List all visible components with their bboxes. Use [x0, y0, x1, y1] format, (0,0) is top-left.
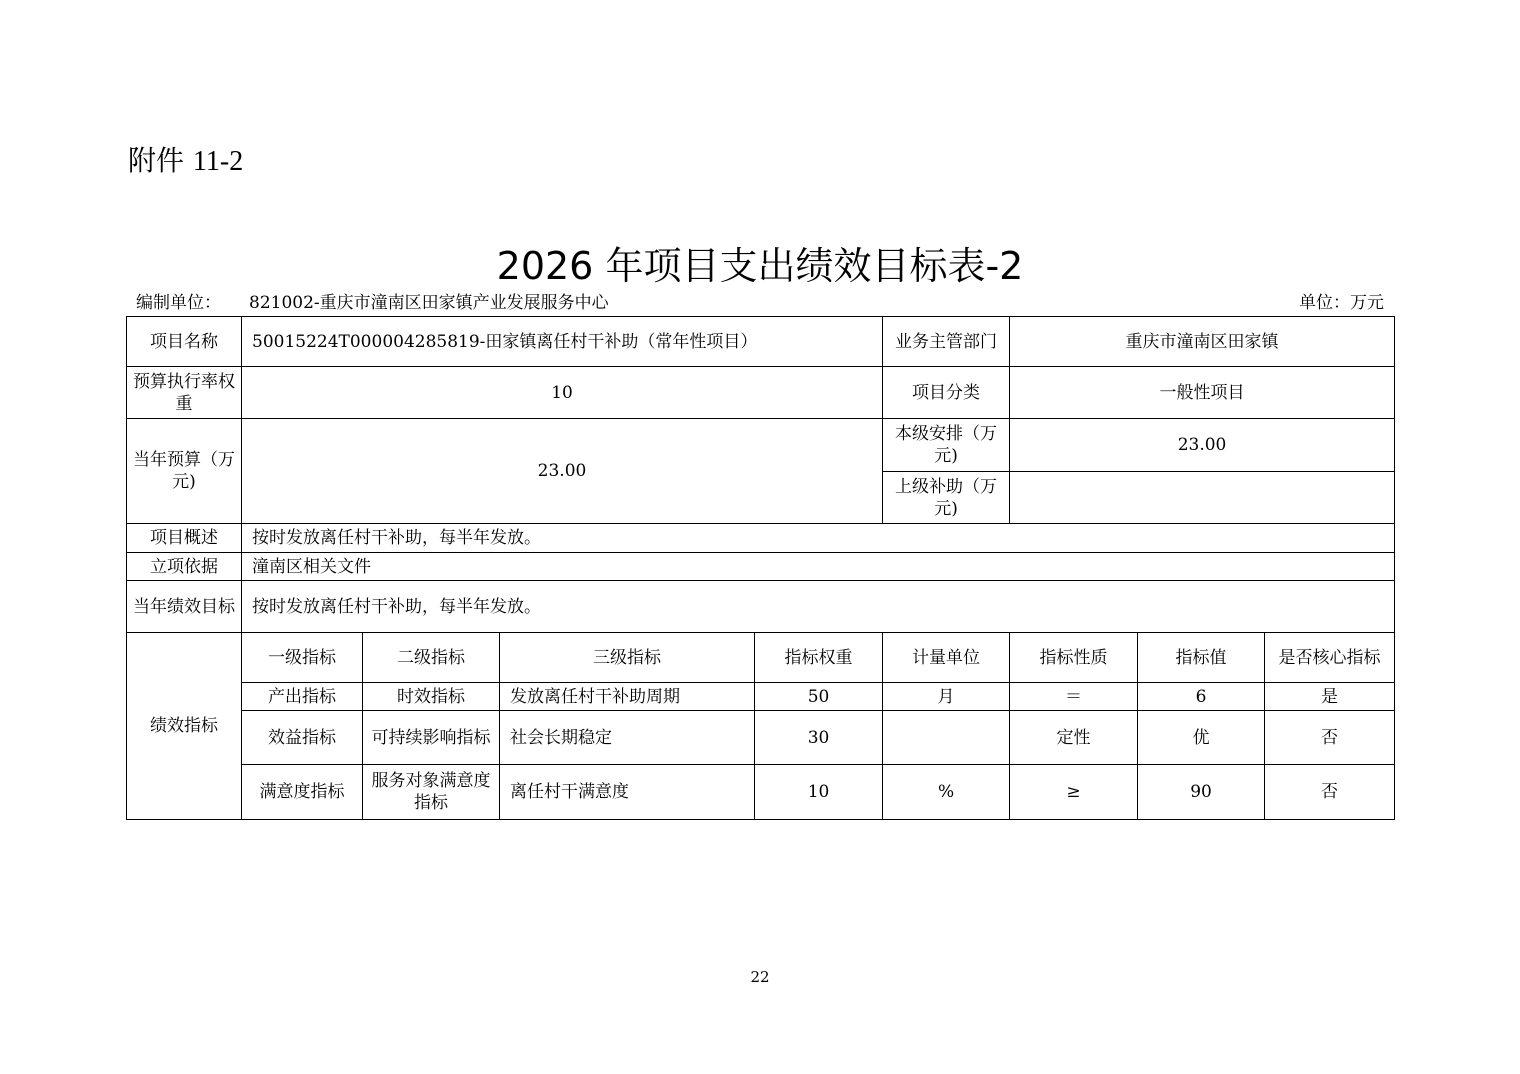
goal-row	[127, 581, 1395, 633]
category-value: 一般性项目	[1010, 367, 1395, 419]
project-name-label: 项目名称	[127, 317, 242, 367]
indicator-unit	[883, 711, 1010, 765]
indicator-level3: 发放离任村干补助周期	[500, 683, 755, 711]
indicator-row	[127, 765, 1395, 820]
upper-subsidy-value	[1010, 472, 1395, 524]
indicator-level1: 满意度指标	[242, 765, 363, 820]
indicator-nature: ＝	[1010, 683, 1138, 711]
overview-row	[127, 524, 1395, 553]
indicator-unit: 月	[883, 683, 1010, 711]
indicator-level2: 服务对象满意度指标	[363, 765, 500, 820]
budget-label: 当年预算（万元)	[127, 419, 242, 524]
indicator-value: 6	[1138, 683, 1265, 711]
overview-value: 按时发放离任村干补助，每半年发放。	[242, 524, 1395, 553]
indicator-header-unit: 计量单位	[883, 633, 1010, 683]
performance-table	[126, 316, 1395, 820]
project-name-value: 50015224T000004285819-田家镇离任村干补助（常年性项目）	[242, 317, 883, 367]
attachment-label	[128, 143, 243, 180]
currency-unit: 单位：万元	[1299, 293, 1384, 313]
indicator-weight: 30	[755, 711, 883, 765]
indicator-header-level3: 三级指标	[500, 633, 755, 683]
indicator-value: 90	[1138, 765, 1265, 820]
indicator-row	[127, 683, 1395, 711]
indicator-header-value: 指标值	[1138, 633, 1265, 683]
indicator-level2: 时效指标	[363, 683, 500, 711]
indicator-nature: ≥	[1010, 765, 1138, 820]
indicator-core: 否	[1265, 765, 1395, 820]
indicator-weight: 10	[755, 765, 883, 820]
basis-label: 立项依据	[127, 553, 242, 581]
weight-label: 预算执行率权重	[127, 367, 242, 419]
page-number: 22	[750, 968, 770, 986]
dept-label: 业务主管部门	[883, 317, 1010, 367]
indicator-header-nature: 指标性质	[1010, 633, 1138, 683]
indicator-level1: 产出指标	[242, 683, 363, 711]
indicator-value: 优	[1138, 711, 1265, 765]
dept-value: 重庆市潼南区田家镇	[1010, 317, 1395, 367]
indicator-weight: 50	[755, 683, 883, 711]
indicator-nature: 定性	[1010, 711, 1138, 765]
indicator-core: 否	[1265, 711, 1395, 765]
overview-label: 项目概述	[127, 524, 242, 553]
budget-value: 23.00	[242, 419, 883, 524]
indicator-core: 是	[1265, 683, 1395, 711]
budget-row-local	[127, 419, 1395, 472]
indicator-level2: 可持续影响指标	[363, 711, 500, 765]
attachment-label-text: 附件	[128, 144, 185, 177]
indicators-section-label: 绩效指标	[127, 633, 242, 820]
indicator-header-core: 是否核心指标	[1265, 633, 1395, 683]
indicator-level1: 效益指标	[242, 711, 363, 765]
project-name-row	[127, 317, 1395, 367]
compiling-unit	[136, 292, 609, 314]
indicator-header-level1: 一级指标	[242, 633, 363, 683]
indicator-level3: 离任村干满意度	[500, 765, 755, 820]
local-budget-value: 23.00	[1010, 419, 1395, 472]
indicator-row	[127, 711, 1395, 765]
page-title: 2026 年项目支出绩效目标表-2	[496, 244, 1024, 288]
indicator-level3: 社会长期稳定	[500, 711, 755, 765]
category-label: 项目分类	[883, 367, 1010, 419]
upper-subsidy-label: 上级补助（万元)	[883, 472, 1010, 524]
basis-row	[127, 553, 1395, 581]
indicator-header-row	[127, 633, 1395, 683]
indicator-header-level2: 二级指标	[363, 633, 500, 683]
weight-row	[127, 367, 1395, 419]
local-budget-label: 本级安排（万元)	[883, 419, 1010, 472]
compiling-unit-label: 编制单位：	[136, 293, 221, 313]
goal-value: 按时发放离任村干补助，每半年发放。	[242, 581, 1395, 633]
basis-value: 潼南区相关文件	[242, 553, 1395, 581]
indicator-unit: %	[883, 765, 1010, 820]
compiling-unit-value: 821002-重庆市潼南区田家镇产业发展服务中心	[249, 293, 609, 313]
indicator-header-weight: 指标权重	[755, 633, 883, 683]
weight-value: 10	[242, 367, 883, 419]
attachment-number: 11-2	[192, 146, 244, 177]
goal-label: 当年绩效目标	[127, 581, 242, 633]
